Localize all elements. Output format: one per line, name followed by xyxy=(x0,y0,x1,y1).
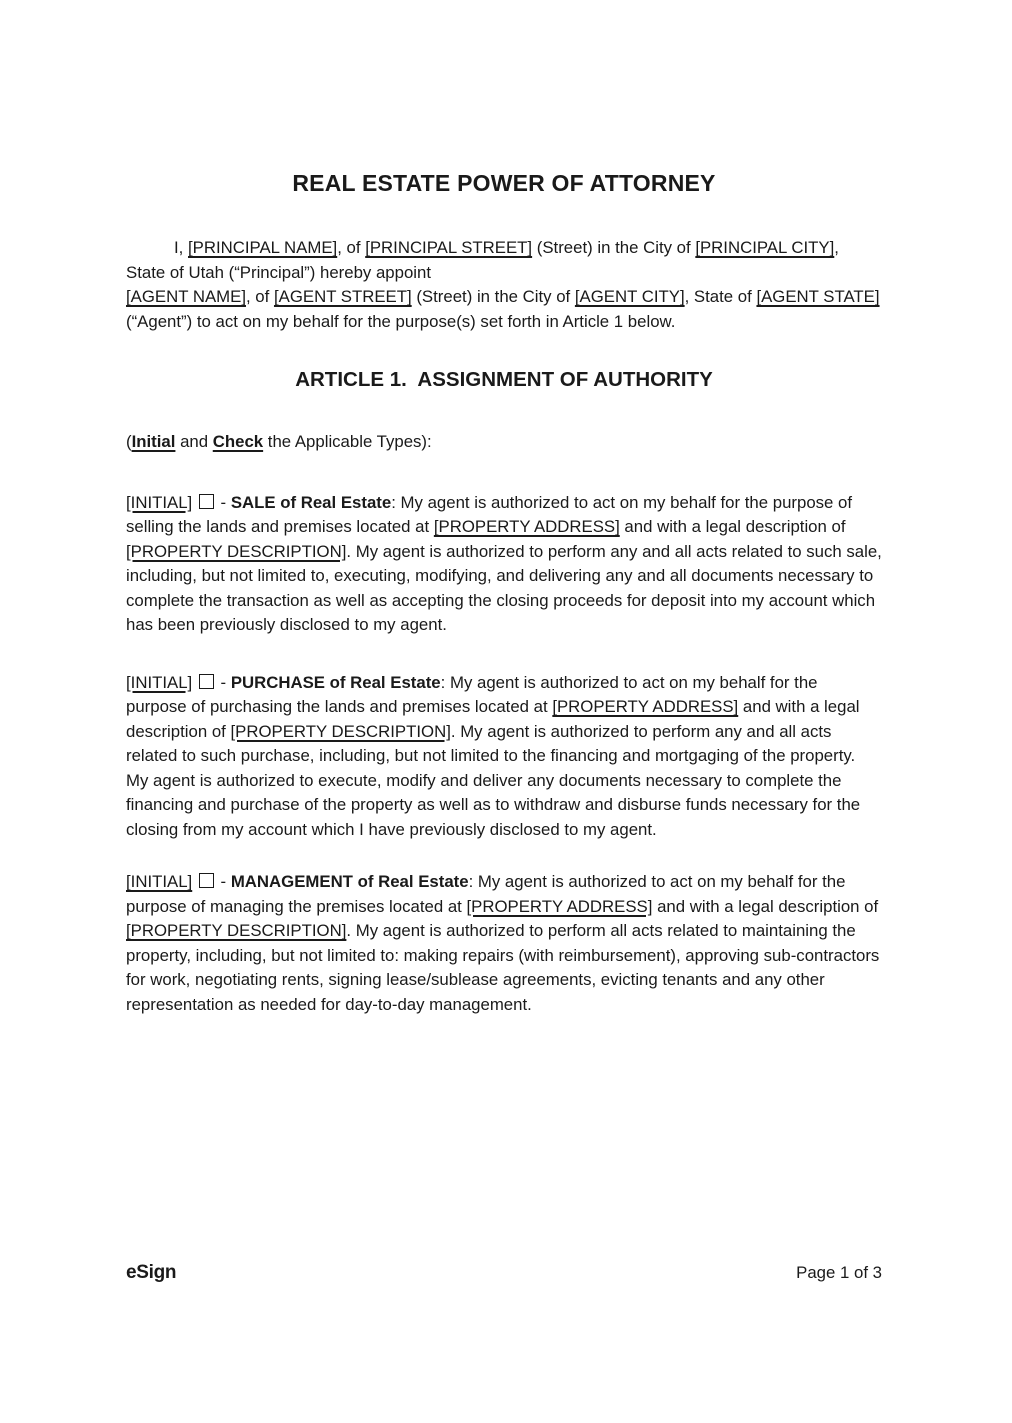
document-body xyxy=(126,0,882,1034)
article-item-sale: [INITIAL] - SALE of Real Estate: My agent is authorized to act on my behalf for the purpose of selling the lands and premises located at [PROPERTY ADDRESS] and with a legal description of [PROPERTY DESCRIPTION]. My agent is authorized to perform any and all acts related to such sale, including, but not limited to, executing, modifying, and delivering any and all documents necessary to complete the transaction as well as accepting the closing proceeds for deposit into my account which has been previously disclosed to my agent. xyxy=(126,492,882,634)
article-item-management: [INITIAL] - MANAGEMENT of Real Estate: My agent is authorized to act on my behalf for the purpose of managing the premises located at [PROPERTY ADDRESS] and with a legal description of [PROPERTY DESCRIPTION]. My agent is authorized to perform all acts related to maintaining the property, including, but not limited to: making repairs (with reimbursement), approving sub-contractors for work, negotiating rents, signing lease/sublease agreements, evicting tenants and any other representation as needed for day-to-day management. xyxy=(126,872,880,1014)
placeholder-field: [AGENT NAME] xyxy=(126,287,246,306)
placeholder-field: [PRINCIPAL STREET] xyxy=(365,238,533,257)
document-title: REAL ESTATE POWER OF ATTORNEY xyxy=(292,170,716,196)
placeholder-field: [AGENT STATE] xyxy=(756,287,880,306)
article1-instruction: (Initial and Check the Applicable Types): xyxy=(126,432,432,451)
article-item-purchase: [INITIAL] - PURCHASE of Real Estate: My agent is authorized to act on my behalf for the purpose of purchasing the lands and premises located at [PROPERTY ADDRESS] and with a legal description of [PROPERTY DESCRIPTION]. My agent is authorized to perform any and all acts related to such purchase, including, but not limited to the financing and mortgaging of the property. My agent is authorized to execute, modify and deliver any documents necessary to complete the financing and purchase of the property as well as to withdraw and disburse funds necessary for the closing from my account which I have previously disclosed to my agent. xyxy=(126,672,861,839)
intro-paragraph: I, [PRINCIPAL NAME], of [PRINCIPAL STREET] (Street) in the City of [PRINCIPAL CITY], State of Utah (“Principal”) hereby appoint [AGENT NAME], of [AGENT STREET] (Street) in the City of [AGENT CITY], State of [AGENT STATE] (“Agent”) to act on my behalf for the purpose(s) set forth in Article 1 below. xyxy=(126,238,880,331)
placeholder-field: [PROPERTY ADDRESS] xyxy=(433,517,620,536)
placeholder-field: [PROPERTY DESCRIPTION] xyxy=(126,541,347,561)
article1-heading: ARTICLE 1. ASSIGNMENT OF AUTHORITY xyxy=(295,368,713,391)
emphasis-term: Initial xyxy=(131,432,176,451)
esign-logo: eSign xyxy=(126,1262,177,1283)
checkbox-icon[interactable] xyxy=(199,674,214,689)
placeholder-field: [PROPERTY ADDRESS] xyxy=(466,896,653,916)
page-number: Page 1 of 3 xyxy=(796,1263,882,1282)
page-footer xyxy=(126,1262,882,1284)
placeholder-field: [PROPERTY ADDRESS] xyxy=(552,697,739,716)
placeholder-field: [AGENT CITY] xyxy=(574,287,685,306)
placeholder-field: [PROPERTY DESCRIPTION] xyxy=(126,921,347,940)
placeholder-field: [INITIAL] xyxy=(126,872,193,891)
placeholder-field: [PROPERTY DESCRIPTION] xyxy=(230,721,451,741)
placeholder-field: [INITIAL] xyxy=(126,672,193,692)
placeholder-field: [PRINCIPAL CITY] xyxy=(695,238,835,257)
checkbox-icon[interactable] xyxy=(199,873,214,888)
placeholder-field: [INITIAL] xyxy=(126,492,193,512)
checkbox-icon[interactable] xyxy=(199,494,214,509)
placeholder-field: [AGENT STREET] xyxy=(273,287,412,306)
emphasis-term: Check xyxy=(212,432,264,451)
placeholder-field: [PRINCIPAL NAME] xyxy=(188,238,338,257)
